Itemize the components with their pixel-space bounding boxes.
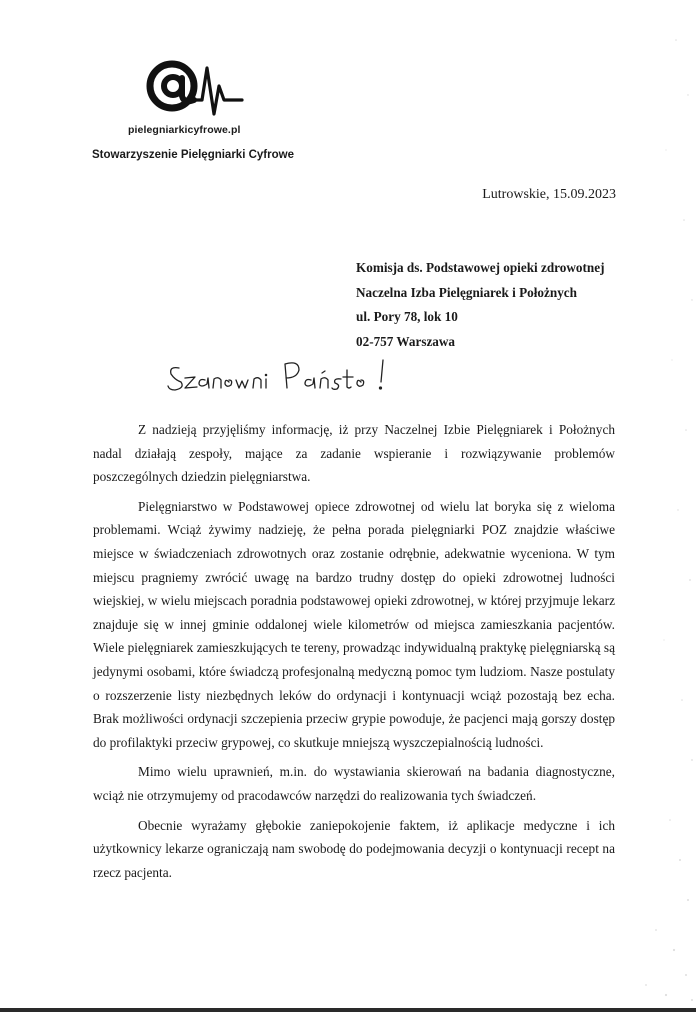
scan-bottom-edge bbox=[0, 1008, 696, 1012]
letter-body bbox=[93, 418, 615, 884]
handwritten-greeting bbox=[165, 352, 395, 400]
scan-noise bbox=[606, 0, 696, 1012]
at-sign-heartbeat-logo bbox=[140, 56, 250, 126]
body-paragraph-2: Pielęgniarstwo w Podstawowej opiece zdrowotnej od wielu lat boryka się z wieloma problemami. Wciąż żywimy nadzieję, że pełna porada pielęgniarki POZ znajdzie właściwe miejsce w świadczeniach zdrowotnych oraz zostanie odrębnie, adekwatnie wyceniona. W tym miejscu pragniemy zwrócić uwagę na bardzo trudny dostęp do opieki zdrowotnej ludności wiejskiej, w wielu miejscach poradnia podstawowej opieki zdrowotnej, w której przyjmuje lekarz znajduje się w innej gminie oddalonej wiele kilometrów od miejsca zamieszkania pacjentów. Wiele pielęgniarek zamieszkujących te tereny, prowadząc indywidualną praktykę pielęgniarską są jedynymi osobami, które świadczą profesjonalną medyczną pomoc tym ludziom. Nasze postulaty o rozszerzenie listy niezbędnych leków do ordynacji i kontynuacji wciąż pozostają bez echa. Brak możliwości ordynacji szczepienia przeciw grypie powoduje, że pacjenci mają gorszy dostęp do profilaktyki przeciw grypowej, co skutkuje mniejszą wyszczepialnością ludności. bbox=[93, 498, 615, 750]
recipient-address bbox=[356, 256, 604, 354]
body-paragraph-1: Z nadzieją przyjęliśmy informację, iż przy Naczelnej Izbie Pielęgniarek i Położnych nadal działają zespoły, mające za zadanie wspieranie i rozwiązywanie problemów poszczególnych dziedzin pielęgniarstwa. bbox=[93, 422, 615, 485]
recipient-line-2: Naczelna Izba Pielęgniarek i Położnych bbox=[356, 284, 577, 300]
body-paragraph-3: Mimo wielu uprawnień, m.in. do wystawiania skierowań na badania diagnostyczne, wciąż nie otrzymujemy od pracodawców narzędzi do realizowania tych świadczeń. bbox=[93, 764, 615, 803]
recipient-line-1: Komisja ds. Podstawowej opieki zdrowotnej bbox=[356, 260, 605, 275]
logo-domain-text: pielegniarkicyfrowe.pl bbox=[128, 124, 241, 136]
recipient-line-4: 02-757 Warszawa bbox=[356, 333, 456, 349]
organization-name: Stowarzyszenie Pielęgniarki Cyfrowe bbox=[92, 149, 294, 161]
recipient-line-3: ul. Pory 78, lok 10 bbox=[356, 309, 458, 324]
body-paragraph-4: Obecnie wyrażamy głębokie zaniepokojenie faktem, iż aplikacje medyczne i ich użytkownicy lekarze ograniczają nam swobodę do podejmowania decyzji o kontynuacji recept na rzecz pacjenta. bbox=[93, 817, 615, 880]
date-line: Lutrowskie, 15.09.2023 bbox=[482, 187, 616, 202]
